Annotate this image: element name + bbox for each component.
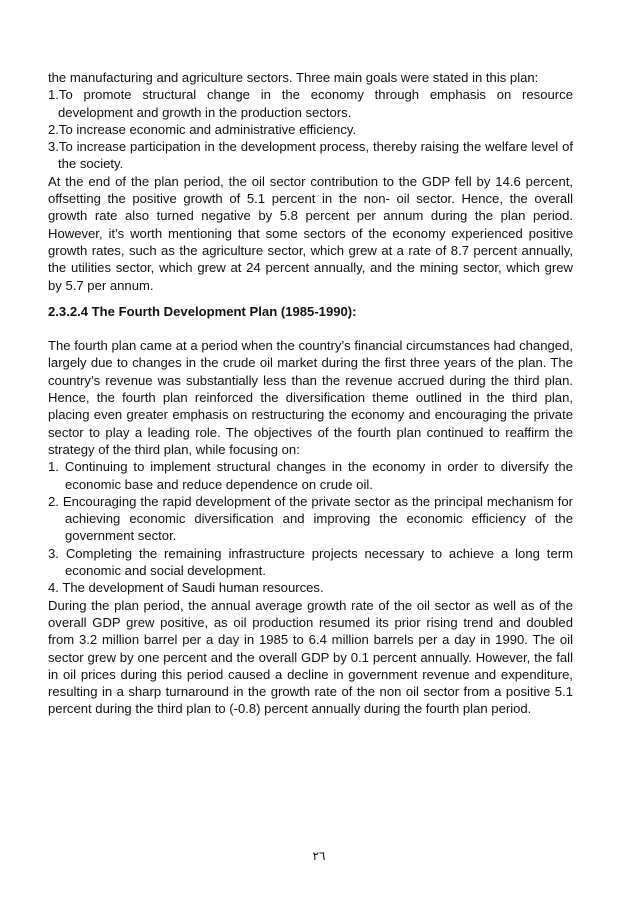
goal-item: 2.To increase economic and administrative efficiency. bbox=[48, 121, 357, 137]
objective-item: 4. The development of Saudi human resources. bbox=[48, 580, 324, 596]
goal-item: 1.To promote structural change in the economy through emphasis on resource development and growth in the production sectors. bbox=[48, 87, 573, 120]
objective-item: 1. Continuing to implement structural changes in the economy in order to diversify the economic base and reduce dependence on crude oil. bbox=[48, 459, 573, 492]
fourth-plan-intro-paragraph: The fourth plan came at a period when the country’s financial circumstances had changed, largely due to changes in the crude oil market during the first three years of the plan. The country’s revenue was substantially less than the revenue accrued during the third plan. Hence, the fourth plan reinforced the diversification theme outlined in the third plan, placing even greater emphasis on restructuring the economy and encouraging the private sector to play a leading role. The objectives of the fourth plan continued to reaffirm the strategy of the third plan, while focusing on: bbox=[48, 338, 573, 457]
page-number: ٢٦ bbox=[312, 849, 326, 863]
fourth-plan-result-paragraph: During the plan period, the annual average growth rate of the oil sector as well as of the overall GDP grew positive, as oil production resumed its prior rising trend and doubled from 3.2 million barrel per a day in 1985 to 6.4 million barrels per a day in 1990. The oil sector grew by one percent and the overall GDP by 0.1 percent annually. However, the fall in oil prices during this period caused a decline in government revenue and expenditure, resulting in a sharp turnaround in the growth rate of the non oil sector from a positive 5.1 percent during the third plan to (-0.8) percent annually during the fourth plan period. bbox=[48, 597, 573, 717]
objective-item: 2. Encouraging the rapid development of the private sector as the principal mechanism for achieving economic diversification and improving the economic efficiency of the government sector. bbox=[48, 493, 573, 544]
goal-item: 3.To increase participation in the development process, thereby raising the welfare level of the society. bbox=[48, 139, 573, 172]
intro-paragraph: the manufacturing and agriculture sectors. Three main goals were stated in this plan: bbox=[48, 70, 539, 85]
section-heading: 2.3.2.4 The Fourth Development Plan (1985-1990): bbox=[48, 303, 357, 319]
document-page bbox=[48, 69, 573, 718]
objective-item: 3. Completing the remaining infrastructure projects necessary to achieve a long term economic and social development. bbox=[48, 545, 573, 579]
third-plan-result-paragraph: At the end of the plan period, the oil sector contribution to the GDP fell by 14.6 percent, offsetting the positive growth of 5.1 percent in the non- oil sector. Hence, the overall growth rate also turned negative by 5.8 percent per annum during the plan period. However, it’s worth mentioning that some sectors of the economy experienced positive growth rates, such as the agriculture sector, which grew at a rate of 8.7 percent annually, the utilities sector, which grew at 24 percent annually, and the mining sector, which grew by 5.7 per annum. bbox=[48, 173, 573, 293]
